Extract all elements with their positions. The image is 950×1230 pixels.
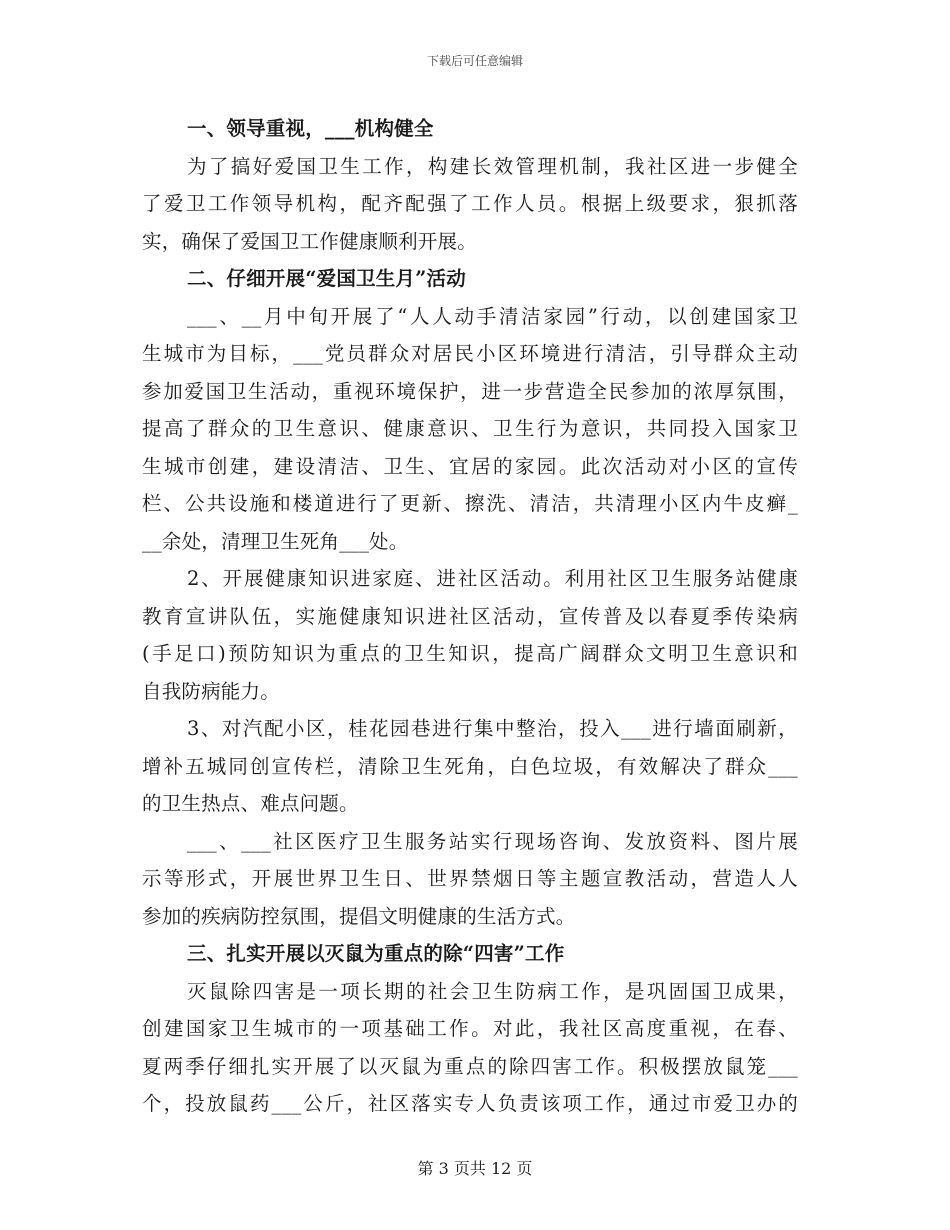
paragraph-line: 栏、公共设施和楼道进行了更新、擦洗、清洁，共清理小区内牛皮癣_ — [142, 492, 798, 515]
page-footer: 第 3 页共 12 页 — [417, 1159, 533, 1178]
paragraph-line: 的卫生热点、难点问题。 — [142, 792, 359, 815]
paragraph-line: 2、开展健康知识进家庭、进社区活动。利用社区卫生服务站健康 — [187, 567, 798, 590]
section-heading-3: 三、扎实开展以灭鼠为重点的除“四害”工作 — [187, 942, 565, 965]
paragraph-line: 生城市为目标，___党员群众对居民小区环境进行清洁，引导群众主动 — [142, 342, 798, 365]
paragraph-line: 实，确保了爱国卫工作健康顺利开展。 — [142, 229, 477, 253]
paragraph-line: 夏两季仔细扎实开展了以灭鼠为重点的除四害工作。积极摆放鼠笼___ — [142, 1054, 798, 1078]
paragraph-line: 自我防病能力。 — [142, 679, 280, 703]
paragraph-line: 增补五城同创宣传栏，清除卫生死角，白色垃圾，有效解决了群众___ — [142, 754, 798, 778]
paragraph-line: 了爱卫工作领导机构，配齐配强了工作人员。根据上级要求，狠抓落 — [142, 192, 798, 215]
paragraph-line: __余处，清理卫生死角___处。 — [142, 529, 409, 553]
paragraph-line: 教育宣讲队伍，实施健康知识进社区活动，宣传普及以春夏季传染病 — [142, 604, 798, 628]
document-body — [142, 110, 798, 1123]
section-heading-1: 一、领导重视，___机构健全 — [187, 117, 434, 140]
paragraph-line: ___、__月中旬开展了“人人动手清洁家园”行动，以创建国家卫 — [187, 304, 798, 328]
paragraph-line: 个，投放鼠药___公斤，社区落实专人负责该项工作，通过市爱卫办的 — [142, 1092, 798, 1115]
header-note: 下载后可任意编辑 — [426, 54, 523, 68]
paragraph-line: 参加的疾病防控氛围，提倡文明健康的生活方式。 — [142, 904, 576, 928]
paragraph-line: 参加爱国卫生活动，重视环境保护，进一步营造全民参加的浓厚氛围， — [142, 379, 798, 403]
paragraph-line: 3、对汽配小区，桂花园巷进行集中整治，投入___进行墙面刷新， — [187, 717, 798, 740]
paragraph-line: ___、___社区医疗卫生服务站实行现场咨询、发放资料、图片展 — [187, 829, 798, 853]
paragraph-line: (手足口)预防知识为重点的卫生知识，提高广阔群众文明卫生意识和 — [142, 642, 798, 665]
paragraph-line: 提高了群众的卫生意识、健康意识、卫生行为意识，共同投入国家卫 — [142, 417, 798, 440]
paragraph-line: 创建国家卫生城市的一项基础工作。对此，我社区高度重视，在春、 — [142, 1017, 798, 1040]
section-heading-2: 二、仔细开展“爱国卫生月”活动 — [187, 267, 466, 290]
paragraph-line: 灭鼠除四害是一项长期的社会卫生防病工作，是巩固国卫成果， — [187, 979, 798, 1003]
paragraph-line: 示等形式，开展世界卫生日、世界禁烟日等主题宣教活动，营造人人 — [142, 867, 798, 890]
paragraph-line: 为了搞好爱国卫生工作，构建长效管理机制，我社区进一步健全 — [187, 154, 798, 178]
paragraph-line: 生城市创建，建设清洁、卫生、宜居的家园。此次活动对小区的宣传 — [142, 454, 798, 478]
